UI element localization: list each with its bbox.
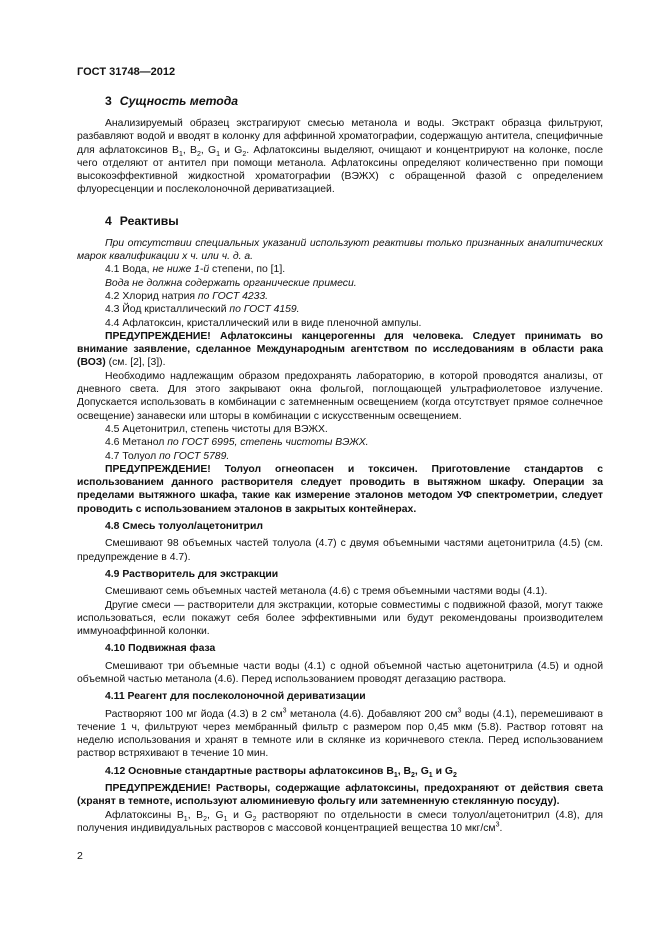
section-3-heading <box>77 93 603 109</box>
section-number: 4 <box>105 213 112 228</box>
warning-solutions: ПРЕДУПРЕЖДЕНИЕ! Растворы, содержащие афлатоксины, предохраняют от действия света (хранят в темноте, используют алюминиевую фольгу или затемненную стеклянную посуду). <box>77 783 603 808</box>
subsection-4-12-text: Афлатоксины $B_1$, $B_2$, $G_1$ и $G_2$ растворяют по отдельности в смеси толуол/ацетонитрил (4.8), для получения индивидуальных растворов с массовой концентрацией вещества 10 мкг/$см^3$. <box>77 809 603 834</box>
section-4-heading <box>77 213 603 229</box>
subsection-4-9-title: 4.9 Растворитель для экстракции <box>105 568 279 580</box>
reagent-4-5: 4.5 Ацетонитрил, степень чистоты для ВЭЖХ. <box>105 423 328 435</box>
section-3-paragraph: Анализируемый образец экстрагируют смесью метанола и воды. Экстракт образца фильтруют, разбавляют водой и вводят в колонку для аффинной хроматографии, содержащую антитела, специфичные для афлатоксинов $B_1$, $B_2$, $G_1$ и $G_2$. Афлатоксины выделяют, очищают и концентрируют на колонке, после чего отделяют от антител при помощи метанола. Афлатоксины определяют количественно при помощи высокоэффективной жидкостной хроматографии (ВЭЖХ) с обращенной фазой с определением флуоресценции и послеколоночной дериватизацией. <box>77 118 603 196</box>
subsection-4-8-title: 4.8 Смесь толуол/ацетонитрил <box>105 521 264 533</box>
warning-aflatoxin: ПРЕДУПРЕЖДЕНИЕ! Афлатоксины канцерогенны для человека. Следует принимать во внимание заявление, сделанное Международным агентством по исследованиям в области рака (ВОЗ) (см. [2], [3]). <box>77 330 603 369</box>
subsection-4-12-title: 4.12 Основные стандартные растворы афлатоксинов $B_1$, $B_2$, $G_1$ и $G_2$ <box>105 765 457 779</box>
subsection-4-10-title: 4.10 Подвижная фаза <box>105 643 216 655</box>
section-number: 3 <box>105 94 112 108</box>
reagent-4-3: 4.3 Йод кристаллический по ГОСТ 4159. <box>105 304 300 316</box>
daylight-paragraph: Необходимо надлежащим образом предохранять лабораторию, в которой проводятся анализы, от дневного света. Для этого закрывают окна фольгой, поглощающей ультрафиолетовое излучение. Допускается использовать в комбинации с затемненным освещением (когда отсутствует прямое солнечное освещение) занавески или шторы в комбинации с искусственным освещением. <box>77 370 603 422</box>
reagent-4-1: 4.1 Вода, не ниже 1-й степени, по [1]. <box>105 264 286 276</box>
section-title: Реактивы <box>119 213 179 228</box>
page-content <box>77 93 603 835</box>
reagent-4-2: 4.2 Хлорид натрия по ГОСТ 4233. <box>105 290 269 302</box>
subsection-4-9-text: Смешивают семь объемных частей метанола (4.6) с тремя объемными частями воды (4.1). <box>105 586 548 598</box>
reagent-4-6: 4.6 Метанол по ГОСТ 6995, степень чистоты ВЭЖХ. <box>105 437 369 449</box>
subsection-4-8-text: Смешивают 98 объемных частей толуола (4.7) с двумя объемными частями ацетонитрила (4.5) (см. предупреждение в 4.7). <box>77 538 603 563</box>
reagent-4-7: 4.7 Толуол по ГОСТ 5789. <box>105 450 230 462</box>
subsection-4-11-title: 4.11 Реагент для послеколоночной дериватизации <box>105 691 366 703</box>
subsection-4-10-text: Смешивают три объемные части воды (4.1) с одной объемной частью ацетонитрила (4.5) и одной объемной частью метанола (4.6). Перед использованием проводят дегазацию раствора. <box>77 660 603 685</box>
reagent-4-4: 4.4 Афлатоксин, кристаллический или в виде пленочной ампулы. <box>105 317 422 329</box>
reagent-4-1-note: Вода не должна содержать органические примеси. <box>105 277 357 289</box>
document-header-id: ГОСТ 31748—2012 <box>77 66 176 78</box>
subsection-4-9-text-2: Другие смеси — растворители для экстракции, которые совместимы с подвижной фазой, могут также использоваться, если покажут себя более эффективными или будут рекомендованы производителем иммуноаффинной колонки. <box>77 599 603 638</box>
page-number: 2 <box>77 850 83 862</box>
reagents-intro: При отсутствии специальных указаний используют реактивы только признанных аналитических марок квалификации х ч. или ч. д. а. <box>77 237 603 263</box>
warning-toluene: ПРЕДУПРЕЖДЕНИЕ! Толуол огнеопасен и токсичен. Приготовление стандартов с использованием данного растворителя следует проводить в вытяжном шкафу. Операции за пределами вытяжного шкафа, такие как измерение эталонов методом УФ спектрометрии, следует проводить с использованием эталонов в закрытых контейнерах. <box>77 463 603 515</box>
section-title: Сущность метода <box>119 94 239 108</box>
subsection-4-11-text: Растворяют 100 мг йода (4.3) в 2 $см^3$ метанола (4.6). Добавляют 200 $см^3$ воды (4.1), перемешивают в течение 1 ч, фильтруют через мембранный фильтр с размером пор 0,45 мкм (5.8). Раствор готовят на неделю использования и хранят в темноте или в склянке из коричневого стекла. Перед использованием раствор встряхивают в течение 10 мин. <box>77 707 603 760</box>
